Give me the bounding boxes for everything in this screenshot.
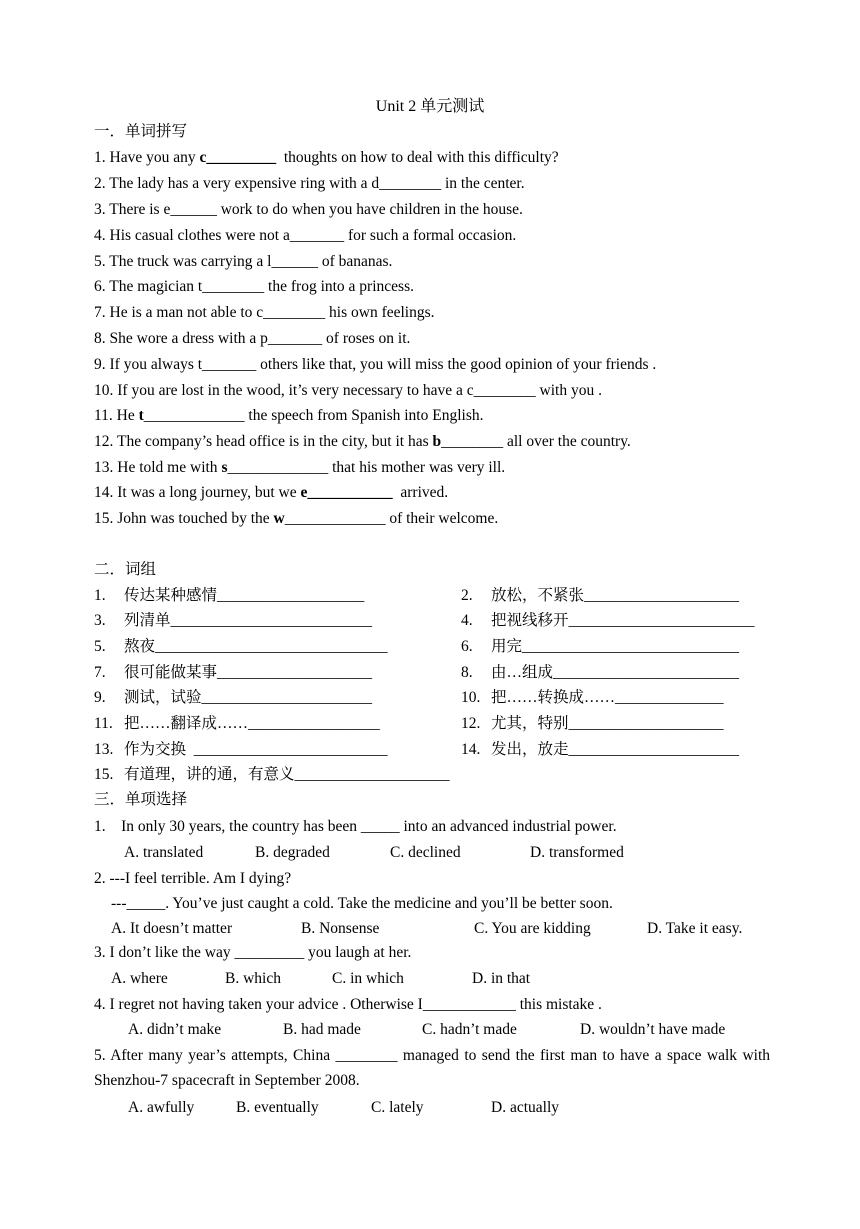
spelling-text: 1. Have you any [94,149,200,166]
phrase-text: 尤其，特别____________________ [491,715,724,732]
phrase-item-left [94,585,364,607]
phrase-number: 7. [94,664,106,681]
question-4-options [0,1019,860,1041]
spelling-item-11 [94,405,483,427]
option-b: B. had made [283,1021,361,1038]
spelling-hint: e___________ [300,484,393,501]
spelling-text: 5. The truck was carrying a l______ of bananas. [94,253,393,270]
spelling-text: 10. If you are lost in the wood, it’s very necessary to have a c________ with you . [94,382,602,399]
option-b: B. Nonsense [301,920,380,937]
phrase-item-right [461,739,739,761]
phrase-text: 列清单__________________________ [124,612,373,629]
phrase-number: 14. [461,741,481,758]
phrase-item-left [94,610,372,632]
spelling-text: arrived. [392,484,449,501]
phrase-item-left [94,713,380,735]
phrase-text: 熬夜______________________________ [124,638,388,655]
spelling-text: 8. She wore a dress with a p_______ of roses on it. [94,330,411,347]
spelling-text: thoughts on how to deal with this difficulty? [276,149,559,166]
spelling-text: ________ all over the country. [441,433,631,450]
spelling-text: 14. It was a long journey, but we [94,484,301,501]
phrase-number: 15. [94,766,114,783]
spelling-hint: c_________ [199,149,277,166]
question-2-stem: 2. ---I feel terrible. Am I dying? [94,870,292,887]
option-b: B. eventually [236,1099,319,1116]
section-heading-spelling: 一．单词拼写 [94,123,188,140]
spelling-text: _____________ of their welcome. [284,510,499,527]
question-5-text: 5. After many year’s attempts, China ________ managed to send the first man to have a space walk with Shenzhou-7 spacecraft in September 2008. [94,1047,770,1089]
phrase-number: 13. [94,741,114,758]
phrase-item-left [94,636,388,658]
question-1-options [0,842,860,864]
phrase-number: 2. [461,587,473,604]
question-2-stem-reply: ---_____. You’ve just caught a cold. Take the medicine and you’ll be better soon. [111,895,613,912]
spelling-item-1 [94,147,559,169]
spelling-item-12 [94,431,631,453]
page-title: Unit 2 单元测试 [375,98,485,115]
spelling-item-7 [94,302,435,324]
phrase-text: 很可能做某事____________________ [124,664,373,681]
spelling-hint: b [432,433,442,450]
phrase-number: 4. [461,612,473,629]
phrase-item-right [461,687,724,709]
option-a: A. It doesn’t matter [111,920,233,937]
spelling-text: _____________ that his mother was very ill. [227,459,506,476]
spelling-text: _____________ the speech from Spanish into English. [143,407,484,424]
phrase-number: 5. [94,638,106,655]
spelling-item-2 [94,173,525,195]
spelling-text: 13. He told me with [94,459,222,476]
option-a: A. translated [124,844,204,861]
phrase-number: 12. [461,715,481,732]
spelling-item-13 [94,457,505,479]
phrase-item-left [94,687,372,709]
option-b: B. degraded [255,844,330,861]
phrase-number: 11. [94,715,113,732]
spelling-item-3 [94,199,523,221]
section-heading-choice: 三．单项选择 [94,791,188,808]
phrase-text: 放松，不紧张____________________ [491,587,740,604]
phrase-number: 8. [461,664,473,681]
phrase-number: 1. [94,587,106,604]
spelling-hint: s [221,459,228,476]
option-d: D. Take it easy. [647,920,743,937]
question-5-options [0,1097,860,1119]
phrase-text: 把……翻译成……_________________ [124,715,380,732]
question-4-stem: 4. I regret not having taken your advice . Otherwise I____________ this mistake . [94,996,602,1013]
option-a: A. awfully [128,1099,195,1116]
phrase-text: 发出，放走______________________ [491,741,740,758]
phrase-text: 传达某种感情___________________ [124,587,365,604]
spelling-text: 3. There is e______ work to do when you have children in the house. [94,201,523,218]
option-b: B. which [225,970,281,987]
spelling-item-5 [94,251,392,273]
phrase-number: 10. [461,689,481,706]
spelling-item-4 [94,225,516,247]
spelling-text: 2. The lady has a very expensive ring with a d________ in the center. [94,175,525,192]
option-d: D. actually [491,1099,560,1116]
phrase-item-right [461,585,739,607]
option-c: C. declined [390,844,461,861]
phrase-item-right [461,662,739,684]
phrase-text: 作为交换 _________________________ [124,741,388,758]
option-a: A. where [111,970,168,987]
question-3-options [0,968,860,990]
spelling-hint: w [273,510,285,527]
spelling-text: 6. The magician t________ the frog into a princess. [94,278,414,295]
phrase-item-right [461,713,724,735]
option-c: C. hadn’t made [422,1021,517,1038]
phrase-text: 用完____________________________ [491,638,740,655]
question-5-stem [94,1043,770,1093]
phrase-text: 测试，试验______________________ [124,689,373,706]
phrase-number: 6. [461,638,473,655]
option-d: D. in that [472,970,531,987]
phrase-item-left [94,662,372,684]
phrase-item-right [461,610,755,632]
phrase-item-right [461,636,739,658]
phrase-text: 有道理，讲的通，有意义____________________ [124,766,450,783]
question-1-stem: 1. In only 30 years, the country has been _____ into an advanced industrial power. [94,818,617,835]
spelling-item-9 [94,354,656,376]
question-3-stem: 3. I don’t like the way _________ you laugh at her. [94,944,412,961]
option-c: C. lately [371,1099,424,1116]
phrase-number: 3. [94,612,106,629]
option-d: D. wouldn’t have made [580,1021,726,1038]
section-heading-phrases: 二．词组 [94,561,157,578]
spelling-text: 15. John was touched by the [94,510,274,527]
spelling-text: 12. The company’s head office is in the city, but it has [94,433,433,450]
option-c: C. You are kidding [474,920,591,937]
phrase-text: 由…组成________________________ [491,664,740,681]
spelling-item-8 [94,328,410,350]
option-c: C. in which [332,970,404,987]
phrase-text: 把视线移开________________________ [491,612,755,629]
spelling-item-6 [94,276,414,298]
spelling-text: 7. He is a man not able to c________ his own feelings. [94,304,435,321]
spelling-item-10 [94,380,602,402]
spelling-text: 4. His casual clothes were not a_______ for such a formal occasion. [94,227,517,244]
spelling-text: 11. He [94,407,139,424]
phrase-number: 9. [94,689,106,706]
spelling-item-15 [94,508,498,530]
spelling-text: 9. If you always t_______ others like that, you will miss the good opinion of your friends . [94,356,657,373]
spelling-hint: t [138,407,144,424]
phrase-item-left [94,764,450,786]
phrase-item-left [94,739,388,761]
spelling-item-14 [94,482,448,504]
option-a: A. didn’t make [128,1021,222,1038]
question-2-options [0,918,860,940]
phrase-text: 把……转换成……______________ [491,689,724,706]
option-d: D. transformed [530,844,624,861]
